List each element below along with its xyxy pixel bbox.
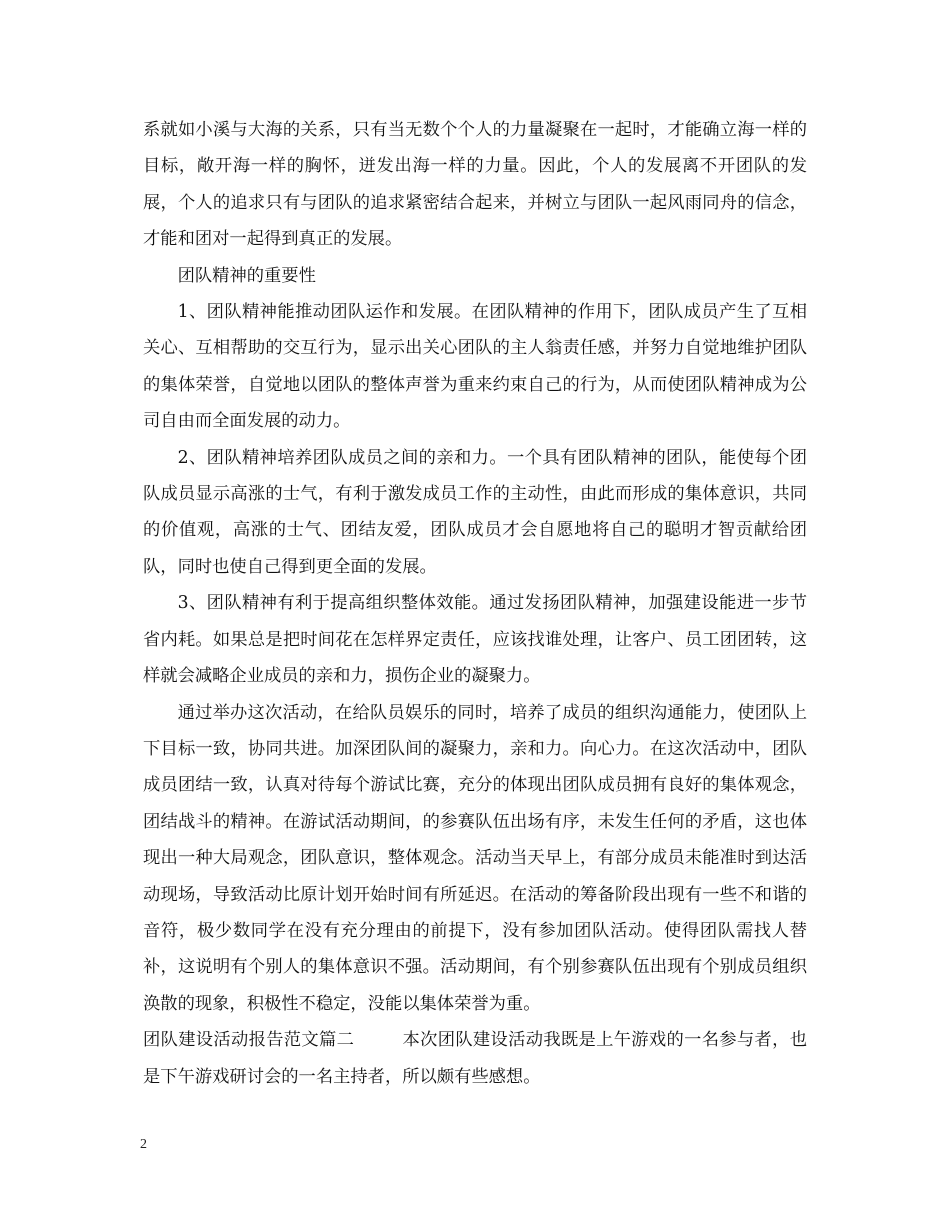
section-heading-importance: 团队精神的重要性 <box>177 265 316 286</box>
document-body <box>143 112 807 1095</box>
paragraph-point-2: 2、团队精神培养团队成员之间的亲和力。一个具有团队精神的团队，能使每个团队成员显示高涨的士气，有利于激发成员工作的主动性，由此而形成的集体意识，共同的价值观，高涨的士气、团结友爱，团队成员才会自愿地将自己的聪明才智贡献给团队，同时也使自己得到更全面的发展。 <box>143 447 807 577</box>
paragraph-point-1: 1、团队精神能推动团队运作和发展。在团队精神的作用下，团队成员产生了互相关心、互相帮助的交互行为，显示出关心团队的主人翁责任感，并努力自觉地维护团队的集体荣誉，自觉地以团队的整体声誉为重来约束自己的行为，从而使团队精神成为公司自由而全面发展的动力。 <box>143 302 807 432</box>
article-two-title: 团队建设活动报告范文篇二 <box>143 1030 355 1051</box>
paragraph-article-two <box>143 1022 807 1095</box>
paragraph-continuation: 系就如小溪与大海的关系，只有当无数个个人的力量凝聚在一起时，才能确立海一样的目标，敞开海一样的胸怀，迸发出海一样的力量。因此，个人的发展离不开团队的发展，个人的追求只有与团队的追求紧密结合起来，并树立与团队一起风雨同舟的信念，才能和团对一起得到真正的发展。 <box>143 120 807 250</box>
paragraph-activity-summary: 通过举办这次活动，在给队员娱乐的同时，培养了成员的组织沟通能力，使团队上下目标一致，协同共进。加深团队间的凝聚力，亲和力。向心力。在这次活动中，团队成员团结一致，认真对待每个游试比赛，充分的体现出团队成员拥有良好的集体观念，团结战斗的精神。在游试活动期间，的参赛队伍出场有序，未发生任何的矛盾，这也体现出一种大局观念，团队意识，整体观念。活动当天早上，有部分成员未能准时到达活动现场，导致活动比原计划开始时间有所延迟。在活动的筹备阶段出现有一些不和谐的音符，极少数同学在没有充分理由的前提下，没有参加团队活动。使得团队需找人替补，这说明有个别人的集体意识不强。活动期间，有个别参赛队伍出现有个别成员组织涣散的现象，积极性不稳定，没能以集体荣誉为重。 <box>143 702 807 1014</box>
page-number: 2 <box>140 1137 147 1152</box>
paragraph-point-3: 3、团队精神有利于提高组织整体效能。通过发扬团队精神，加强建设能进一步节省内耗。如果总是把时间花在怎样界定责任，应该找谁处理，让客户、员工团团转，这样就会减略企业成员的亲和力，损伤企业的凝聚力。 <box>143 593 807 687</box>
article-two-text: 本次团队建设活动我既是上午游戏的一名参与者，也是下午游戏研讨会的一名主持者，所以颇有些感想。 <box>143 1030 807 1087</box>
